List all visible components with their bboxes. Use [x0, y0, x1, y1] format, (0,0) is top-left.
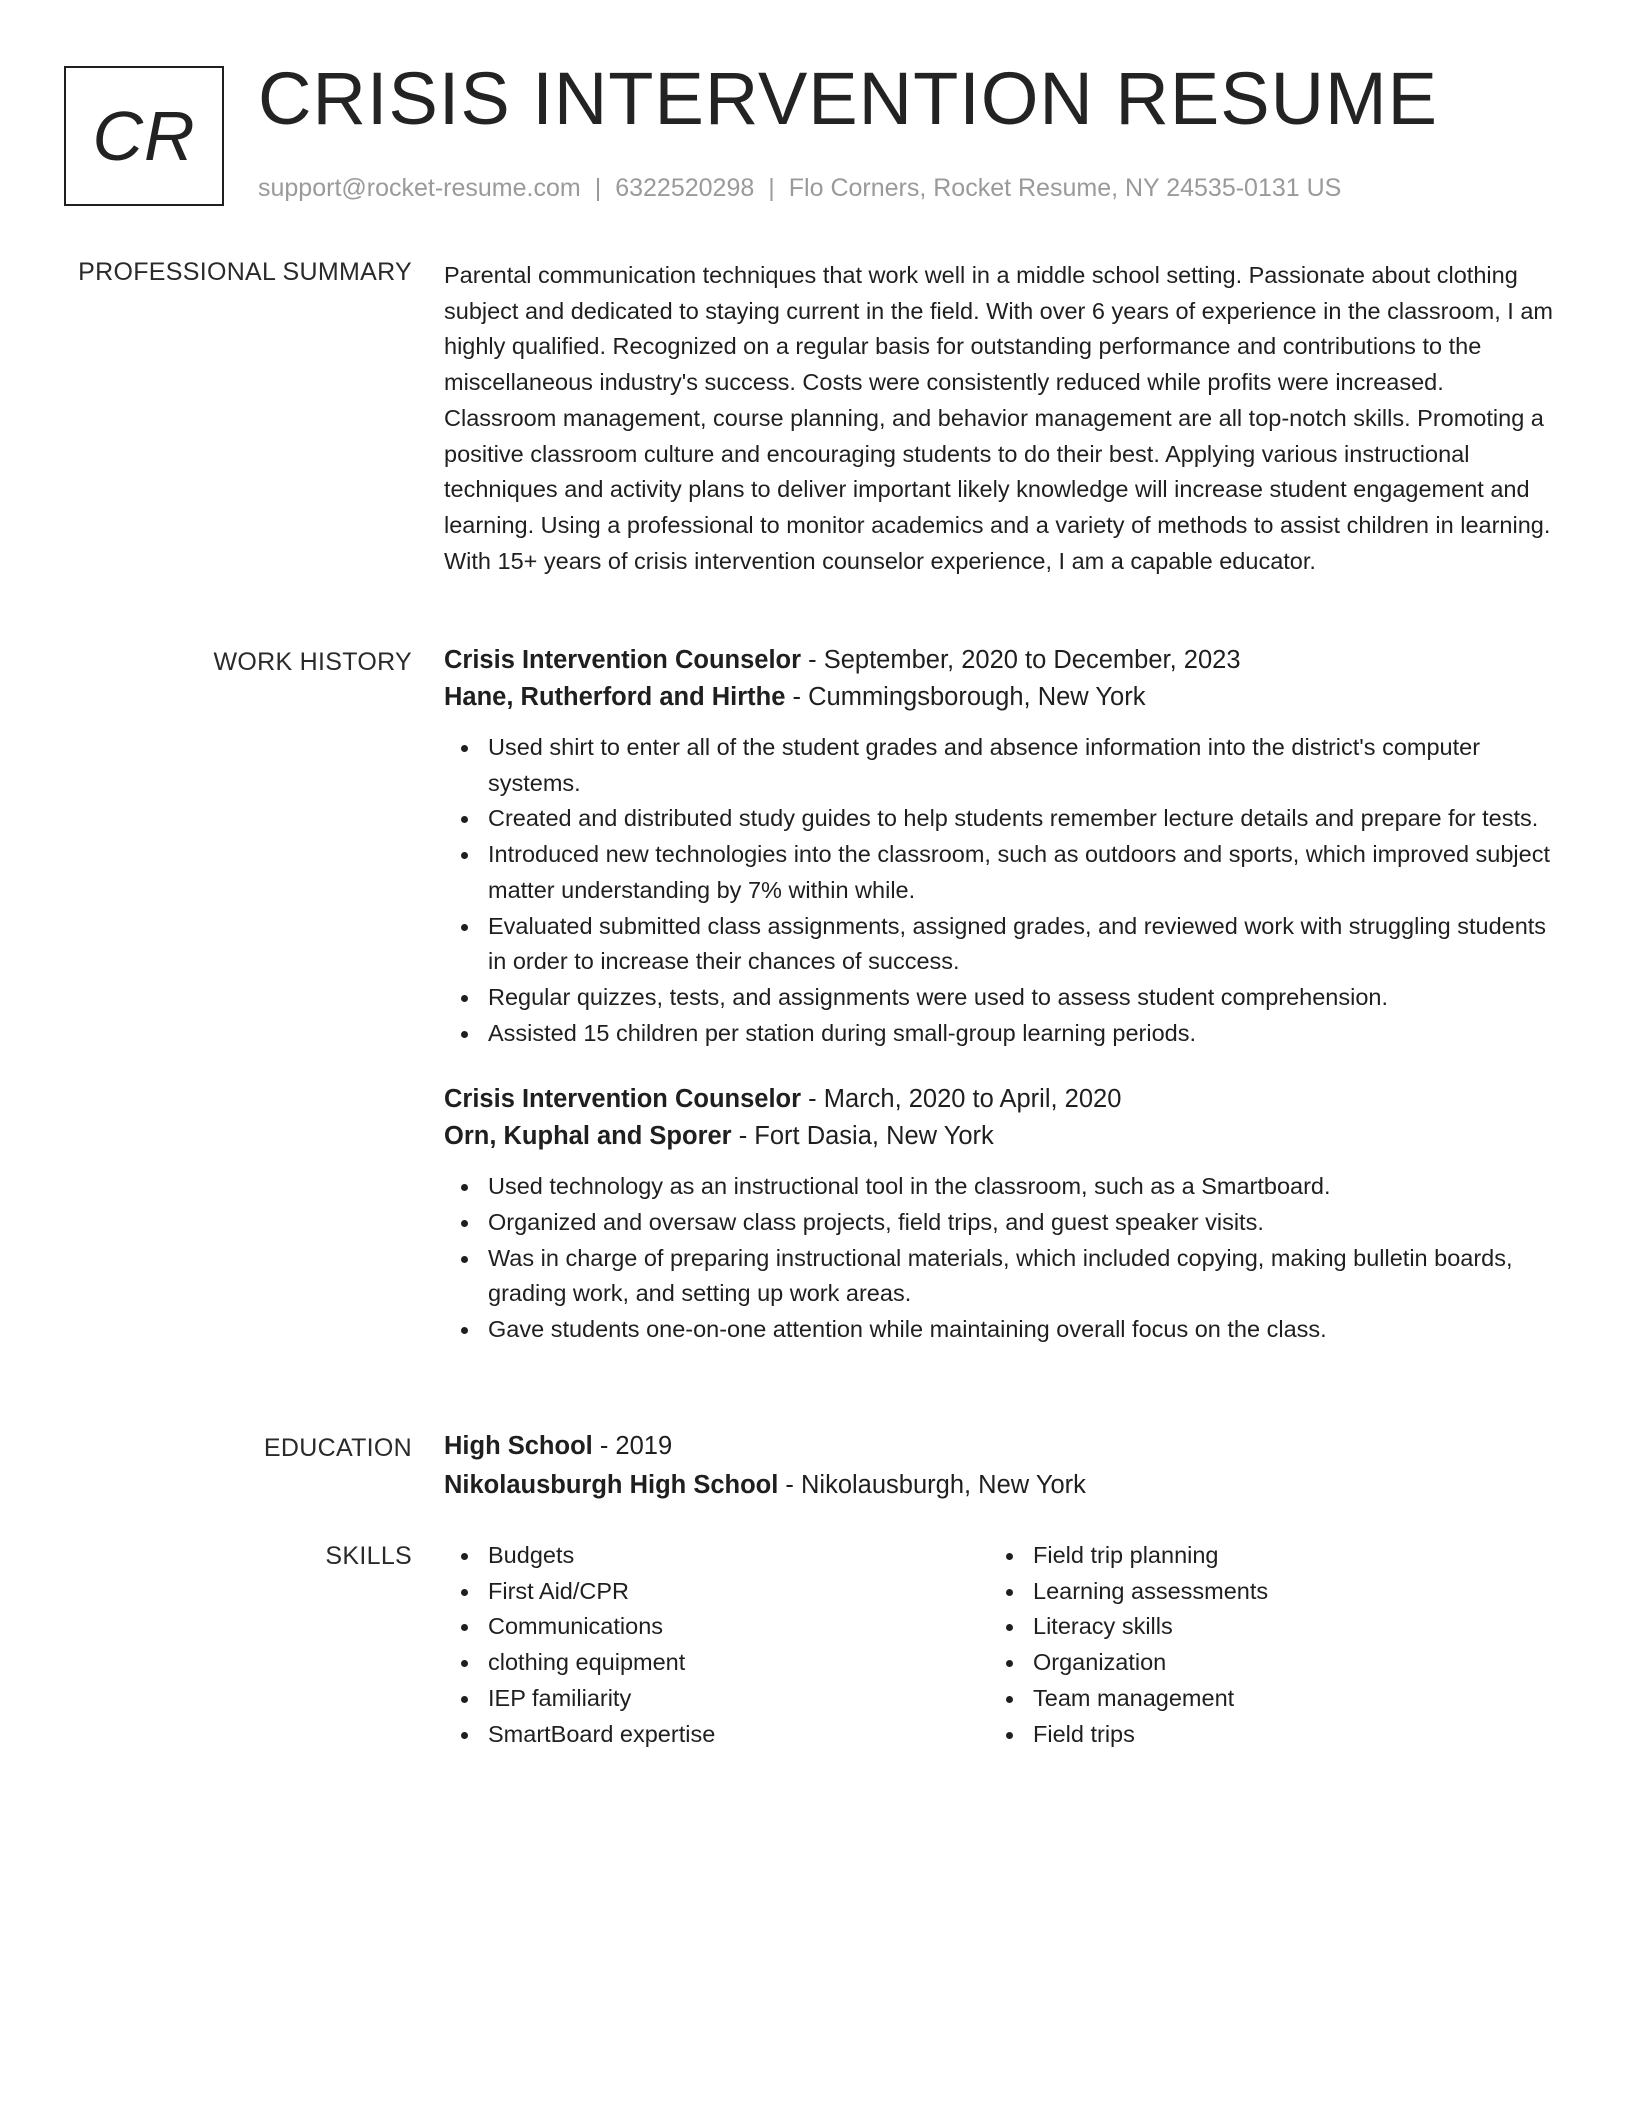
skill-item: SmartBoard expertise — [488, 1717, 989, 1753]
job-bullet: Created and distributed study guides to help students remember lecture details and prepare for tests. — [488, 801, 1554, 837]
job-bullets — [444, 1169, 1554, 1348]
job-entry — [444, 1081, 1554, 1348]
skills-column-left — [444, 1538, 989, 1752]
skill-item: Literacy skills — [1033, 1609, 1534, 1645]
job-bullet: Was in charge of preparing instructional materials, which included copying, making bulletin boards, grading work, and setting up work areas. — [488, 1241, 1554, 1312]
resume-title: CRISIS INTERVENTION RESUME — [258, 57, 1439, 140]
education-degree: High School — [444, 1432, 593, 1460]
skills-column-right — [989, 1538, 1534, 1752]
contact-line — [258, 174, 1341, 203]
education-degree-line — [444, 1428, 1554, 1465]
contact-address: Flo Corners, Rocket Resume, NY 24535-0131 US — [788, 174, 1342, 202]
job-bullet: Gave students one-on-one attention while maintaining overall focus on the class. — [488, 1312, 1554, 1348]
job-title: Crisis Intervention Counselor — [444, 646, 802, 674]
skill-item: IEP familiarity — [488, 1681, 989, 1717]
skill-item: Budgets — [488, 1538, 989, 1574]
contact-separator: | — [768, 174, 775, 202]
skills-list — [444, 1538, 989, 1752]
job-bullet: Used shirt to enter all of the student grades and absence information into the district's computer systems. — [488, 730, 1554, 801]
job-location: - Cummingsborough, New York — [785, 683, 1146, 711]
skills-list — [989, 1538, 1534, 1752]
education-location: - Nikolausburgh, New York — [778, 1471, 1086, 1499]
skill-item: Field trips — [1033, 1717, 1534, 1753]
job-bullet: Regular quizzes, tests, and assignments were used to assess student comprehension. — [488, 980, 1554, 1016]
skill-item: Learning assessments — [1033, 1574, 1534, 1610]
job-bullet: Assisted 15 children per station during small-group learning periods. — [488, 1016, 1554, 1052]
skill-item: Team management — [1033, 1681, 1534, 1717]
job-employer-line — [444, 679, 1554, 716]
contact-email: support@rocket-resume.com — [258, 174, 581, 202]
skill-item: clothing equipment — [488, 1645, 989, 1681]
job-employer: Hane, Rutherford and Hirthe — [444, 683, 786, 711]
job-bullet: Organized and oversaw class projects, field trips, and guest speaker visits. — [488, 1205, 1554, 1241]
education-year: - 2019 — [592, 1432, 673, 1460]
contact-phone: 6322520298 — [615, 174, 755, 202]
summary-text: Parental communication techniques that work well in a middle school setting. Passionate about clothing subject and dedicated to staying current in the field. With over 6 years of experience in the classroom, I am highly qualified. Recognized on a regular basis for outstanding performance and contributions to the miscellaneous industry's success. Costs were consistently reduced while profits were increased. Classroom management, course planning, and behavior management are all top-notch skills. Promoting a positive classroom culture and encouraging students to do their best. Applying various instructional techniques and activity plans to deliver important likely knowledge will increase student engagement and learning. Using a professional to monitor academics and a variety of methods to assist children in learning. With 15+ years of crisis intervention counselor experience, I am a capable educator. — [444, 262, 1553, 574]
skills-columns — [444, 1538, 1554, 1752]
section-label-education: EDUCATION — [263, 1434, 412, 1462]
job-entry — [444, 642, 1554, 1051]
job-title: Crisis Intervention Counselor — [444, 1085, 802, 1114]
education-school: Nikolausburgh High School — [444, 1471, 779, 1499]
job-bullet: Used technology as an instructional tool in the classroom, such as a Smartboard. — [488, 1169, 1554, 1205]
education-school-line — [444, 1467, 1554, 1504]
job-location: - Fort Dasia, New York — [731, 1122, 994, 1151]
job-title-line — [444, 1081, 1554, 1118]
section-label-skills: SKILLS — [325, 1542, 412, 1570]
skill-item: Field trip planning — [1033, 1538, 1534, 1574]
job-title-line — [444, 642, 1554, 679]
skill-item: Organization — [1033, 1645, 1534, 1681]
job-bullets — [444, 730, 1554, 1051]
job-dates: - March, 2020 to April, 2020 — [801, 1085, 1122, 1114]
skill-item: First Aid/CPR — [488, 1574, 989, 1610]
job-employer: Orn, Kuphal and Sporer — [444, 1122, 732, 1151]
job-dates: - September, 2020 to December, 2023 — [801, 646, 1241, 674]
skill-item: Communications — [488, 1609, 989, 1645]
monogram-logo: CR — [64, 66, 224, 206]
job-bullet: Introduced new technologies into the classroom, such as outdoors and sports, which improved subject matter understanding by 7% within while. — [488, 837, 1554, 908]
contact-separator: | — [594, 174, 602, 202]
section-label-summary: PROFESSIONAL SUMMARY — [78, 258, 412, 286]
job-employer-line — [444, 1118, 1554, 1155]
resume-header — [64, 57, 1564, 216]
section-label-work: WORK HISTORY — [213, 648, 412, 676]
job-bullet: Evaluated submitted class assignments, assigned grades, and reviewed work with struggling students in order to increase their chances of success. — [488, 909, 1554, 980]
